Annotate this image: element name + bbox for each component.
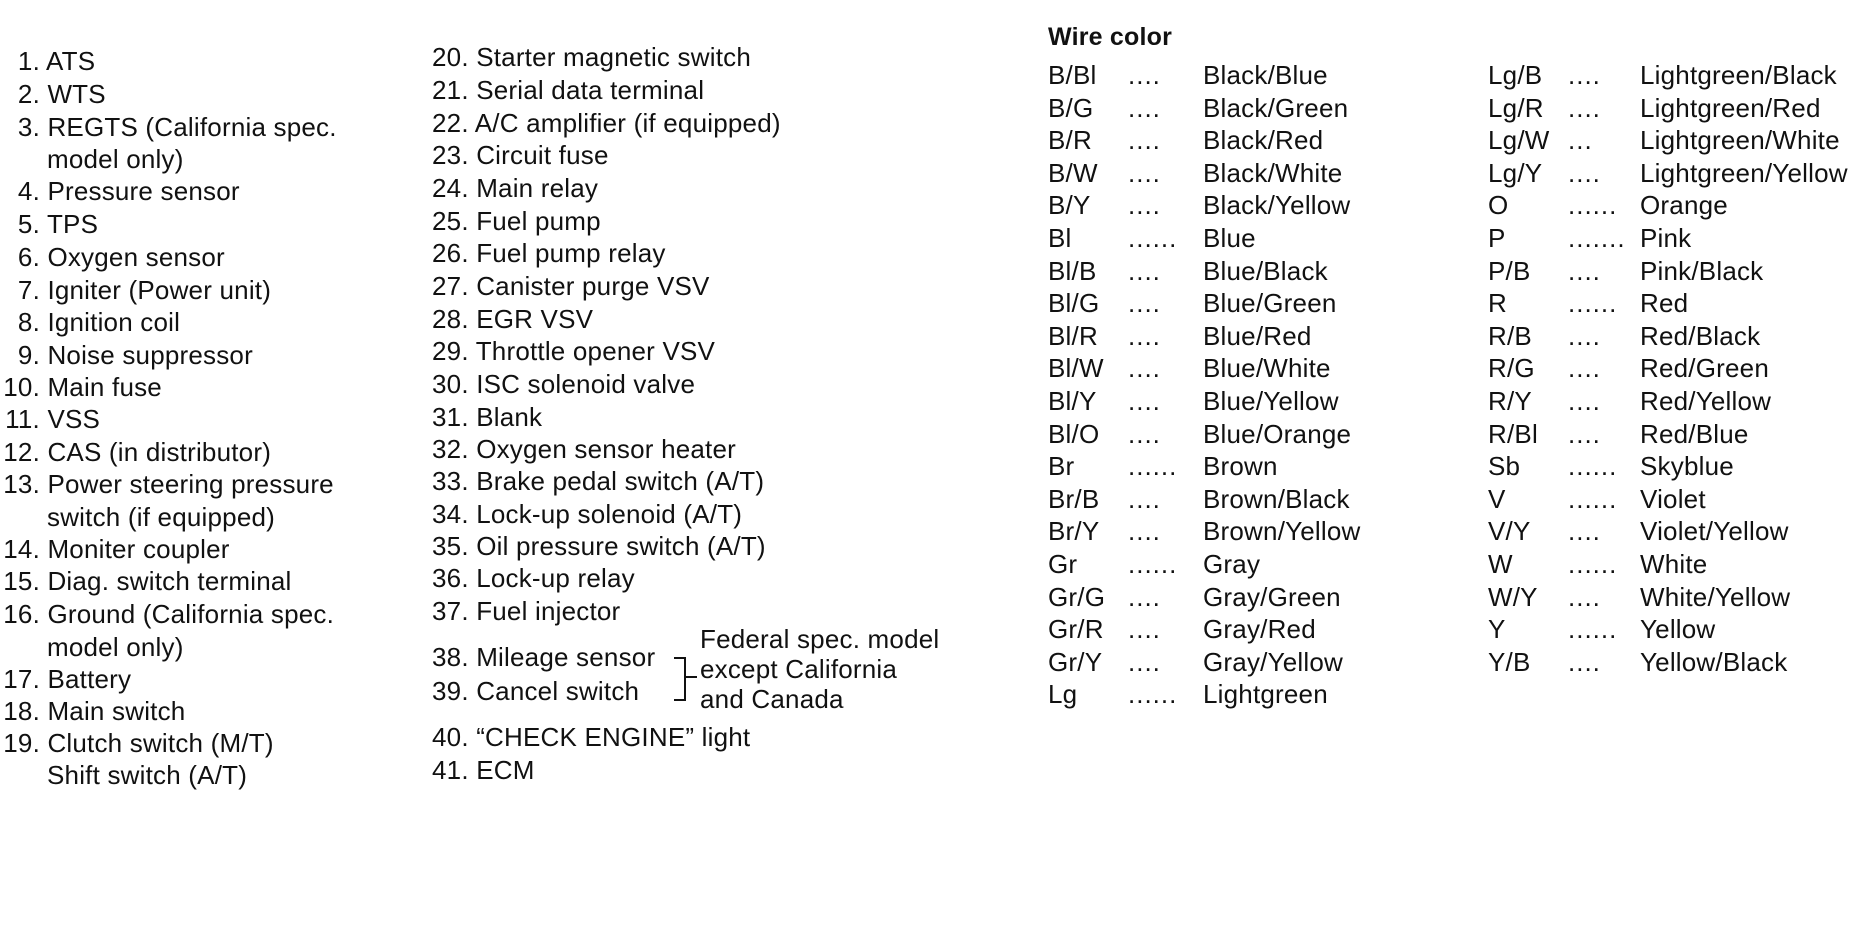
list-item: 20. Starter magnetic switch — [432, 42, 751, 72]
wire-color-name: Gray — [1203, 549, 1261, 579]
wire-color-name: Violet/Yellow — [1640, 516, 1789, 547]
list-item-continuation: model only) — [47, 632, 184, 662]
wire-leader-dots: ...... — [1128, 223, 1178, 253]
wire-color-row — [1048, 286, 1468, 320]
wire-code: Sb — [1488, 451, 1521, 482]
wire-color-row — [1488, 514, 1876, 548]
wire-code: Bl/Y — [1048, 386, 1097, 416]
list-item: 22. A/C amplifier (if equipped) — [432, 108, 781, 138]
wire-leader-dots: .... — [1568, 418, 1601, 449]
group-bracket-tick — [685, 676, 697, 678]
list-item: 40. “CHECK ENGINE” light — [432, 722, 751, 752]
list-item: 9. Noise suppressor — [17, 340, 253, 370]
wire-code: Gr/G — [1048, 581, 1106, 612]
wire-color-name: Red/Yellow — [1640, 386, 1772, 416]
list-item: 36. Lock-up relay — [432, 563, 635, 593]
list-item: 16. Ground (California spec. — [3, 599, 335, 629]
wire-leader-dots: .... — [1128, 92, 1161, 123]
wire-color-title: Wire color — [1048, 23, 1173, 51]
wire-color-name: Red/Green — [1640, 353, 1769, 384]
wire-color-row — [1488, 91, 1876, 125]
list-item: 18. Main switch — [3, 696, 186, 726]
list-item: 15. Diag. switch terminal — [3, 566, 292, 596]
wire-color-name: Brown/Black — [1203, 483, 1350, 514]
wire-code: Lg — [1048, 679, 1078, 710]
list-item: 27. Canister purge VSV — [432, 271, 710, 301]
wire-leader-dots: .... — [1128, 646, 1161, 677]
wire-color-name: Gray/Red — [1203, 614, 1316, 645]
wire-color-row — [1048, 482, 1468, 516]
wire-code: Bl/B — [1048, 255, 1097, 286]
wire-code: Lg/B — [1488, 60, 1543, 90]
wire-code: R/Bl — [1488, 418, 1538, 449]
wire-color-row — [1488, 286, 1876, 320]
list-item: 35. Oil pressure switch (A/T) — [432, 531, 766, 561]
list-item: 25. Fuel pump — [432, 206, 601, 236]
wire-leader-dots: ...... — [1568, 549, 1618, 579]
wire-leader-dots: .... — [1128, 320, 1161, 351]
wire-color-name: Blue/Black — [1203, 255, 1328, 286]
wire-color-name: Gray/Yellow — [1203, 646, 1343, 677]
wire-color-row — [1488, 547, 1876, 581]
wire-color-name: Blue — [1203, 223, 1256, 253]
wire-color-row — [1048, 449, 1468, 483]
wire-color-row — [1048, 580, 1468, 614]
wire-leader-dots: .... — [1568, 255, 1601, 286]
wire-code: B/W — [1048, 157, 1098, 188]
wire-color-row — [1048, 612, 1468, 646]
wire-color-name: Red/Blue — [1640, 418, 1749, 449]
wire-color-name: Gray/Green — [1203, 581, 1341, 612]
wire-color-row — [1048, 319, 1468, 353]
wire-color-row — [1488, 319, 1876, 353]
wire-color-name: Blue/Red — [1203, 320, 1312, 351]
wire-leader-dots: ...... — [1568, 614, 1618, 645]
wire-color-row — [1488, 156, 1876, 190]
wire-color-row — [1048, 188, 1468, 222]
list-item: 8. Ignition coil — [17, 307, 181, 337]
list-item: 4. Pressure sensor — [17, 176, 240, 206]
wire-color-name: Yellow/Black — [1640, 646, 1788, 677]
wire-leader-dots: .... — [1568, 581, 1601, 612]
wire-code: Gr/R — [1048, 614, 1104, 645]
wire-color-name: Red/Black — [1640, 320, 1761, 351]
wire-color-name: Blue/Yellow — [1203, 386, 1339, 416]
list-item: 31. Blank — [432, 402, 543, 432]
wire-code: Lg/W — [1488, 125, 1550, 156]
wire-color-row — [1048, 417, 1468, 451]
wire-color-row — [1488, 449, 1876, 483]
wire-color-row — [1048, 123, 1468, 157]
wire-leader-dots: ...... — [1568, 451, 1618, 482]
wire-color-name: Lightgreen/White — [1640, 125, 1840, 156]
wire-color-row — [1488, 221, 1876, 255]
wire-leader-dots: .... — [1568, 516, 1601, 547]
wire-color-name: Black/Blue — [1203, 60, 1328, 90]
wire-leader-dots: .... — [1128, 516, 1161, 547]
wire-leader-dots: ...... — [1568, 288, 1618, 319]
wire-leader-dots: .... — [1128, 418, 1161, 449]
wire-color-row — [1048, 221, 1468, 255]
wire-code: B/R — [1048, 125, 1092, 156]
wire-color-row — [1048, 156, 1468, 190]
wire-color-name: Violet — [1640, 483, 1706, 514]
wire-code: V/Y — [1488, 516, 1531, 547]
wire-leader-dots: .... — [1568, 157, 1601, 188]
list-item: 13. Power steering pressure — [3, 469, 334, 499]
wire-leader-dots: .... — [1128, 288, 1161, 319]
wire-leader-dots: ....... — [1568, 223, 1626, 253]
wire-code: V — [1488, 483, 1506, 514]
list-item: 6. Oxygen sensor — [17, 242, 225, 272]
wire-code: W/Y — [1488, 581, 1538, 612]
list-item: 32. Oxygen sensor heater — [432, 434, 736, 464]
list-item-continuation: Shift switch (A/T) — [47, 760, 248, 790]
wire-code: Bl — [1048, 223, 1072, 253]
list-item: 39. Cancel switch — [432, 676, 640, 706]
wire-code: Bl/W — [1048, 353, 1104, 384]
list-item: 12. CAS (in distributor) — [3, 437, 272, 467]
list-item: 11. VSS — [5, 404, 101, 434]
wire-color-row — [1488, 482, 1876, 516]
wire-leader-dots: .... — [1568, 320, 1601, 351]
wire-color-row — [1048, 58, 1468, 92]
wire-color-row — [1048, 351, 1468, 385]
wire-leader-dots: .... — [1128, 125, 1161, 156]
list-item: 21. Serial data terminal — [432, 75, 705, 105]
wire-leader-dots: .... — [1128, 255, 1161, 286]
wire-leader-dots: .... — [1128, 60, 1161, 90]
wire-leader-dots: .... — [1128, 190, 1161, 221]
wire-code: Lg/Y — [1488, 157, 1543, 188]
wire-leader-dots: ...... — [1128, 451, 1178, 482]
wire-color-name: Lightgreen/Red — [1640, 92, 1821, 123]
wire-color-name: Blue/Orange — [1203, 418, 1352, 449]
wire-leader-dots: .... — [1128, 614, 1161, 645]
group-bracket — [674, 657, 686, 701]
wire-color-name: Pink — [1640, 223, 1692, 253]
wire-leader-dots: ... — [1568, 125, 1593, 156]
list-item: 1. ATS — [17, 46, 96, 76]
wire-color-row — [1488, 580, 1876, 614]
wire-color-name: Lightgreen/Black — [1640, 60, 1837, 90]
wire-color-row — [1488, 417, 1876, 451]
wire-leader-dots: .... — [1128, 353, 1161, 384]
federal-note-line-1: Federal spec. model — [700, 624, 940, 654]
wire-leader-dots: .... — [1568, 92, 1601, 123]
wire-code: Bl/R — [1048, 320, 1098, 351]
wire-leader-dots: .... — [1568, 60, 1601, 90]
wire-color-name: Black/Yellow — [1203, 190, 1351, 221]
wire-color-row — [1048, 677, 1468, 711]
wire-leader-dots: .... — [1128, 386, 1161, 416]
wire-code: R — [1488, 288, 1507, 319]
wire-code: Lg/R — [1488, 92, 1544, 123]
wire-code: P/B — [1488, 255, 1531, 286]
wire-color-row — [1488, 188, 1876, 222]
wire-code: Br/B — [1048, 483, 1100, 514]
wire-color-name: Brown/Yellow — [1203, 516, 1361, 547]
wire-code: Br — [1048, 451, 1075, 482]
list-item: 10. Main fuse — [3, 372, 162, 402]
wire-leader-dots: .... — [1128, 483, 1161, 514]
list-item: 28. EGR VSV — [432, 304, 594, 334]
wire-leader-dots: .... — [1568, 646, 1601, 677]
wire-color-row — [1488, 123, 1876, 157]
wire-color-name: Lightgreen/Yellow — [1640, 157, 1848, 188]
list-item-continuation: model only) — [47, 144, 184, 174]
wire-leader-dots: ...... — [1128, 679, 1178, 710]
wire-code: B/Y — [1048, 190, 1091, 221]
wire-code: P — [1488, 223, 1506, 253]
wire-leader-dots: .... — [1568, 353, 1601, 384]
list-item: 38. Mileage sensor — [432, 642, 656, 672]
wire-leader-dots: ...... — [1568, 483, 1618, 514]
wire-color-row — [1048, 254, 1468, 288]
wire-code: Br/Y — [1048, 516, 1100, 547]
wire-color-row — [1048, 547, 1468, 581]
wire-code: B/G — [1048, 92, 1094, 123]
wire-code: Bl/O — [1048, 418, 1100, 449]
wire-color-row — [1048, 514, 1468, 548]
federal-note-line-3: and Canada — [700, 684, 844, 714]
list-item: 19. Clutch switch (M/T) — [3, 728, 274, 758]
wire-color-name: White — [1640, 549, 1708, 579]
list-item: 2. WTS — [17, 79, 106, 109]
wire-code: O — [1488, 190, 1509, 221]
list-item: 14. Moniter coupler — [3, 534, 230, 564]
wire-color-name: Black/White — [1203, 157, 1343, 188]
wire-code: Bl/G — [1048, 288, 1100, 319]
list-item: 5. TPS — [17, 209, 99, 239]
wire-code: Gr/Y — [1048, 646, 1103, 677]
list-item: 33. Brake pedal switch (A/T) — [432, 466, 765, 496]
wire-color-name: Red — [1640, 288, 1689, 319]
list-item: 29. Throttle opener VSV — [432, 336, 716, 366]
wire-code: Y/B — [1488, 646, 1531, 677]
wire-leader-dots: ...... — [1568, 190, 1618, 221]
wire-code: Gr — [1048, 549, 1078, 579]
wire-leader-dots: .... — [1128, 157, 1161, 188]
list-item: 30. ISC solenoid valve — [432, 369, 696, 399]
wire-leader-dots: .... — [1128, 581, 1161, 612]
wire-code: R/B — [1488, 320, 1532, 351]
wire-leader-dots: .... — [1568, 386, 1601, 416]
wire-color-name: Pink/Black — [1640, 255, 1764, 286]
wire-code: R/Y — [1488, 386, 1532, 416]
wire-color-name: Blue/White — [1203, 353, 1331, 384]
wire-color-name: Orange — [1640, 190, 1728, 221]
wire-color-name: Skyblue — [1640, 451, 1734, 482]
wire-color-name: Blue/Green — [1203, 288, 1337, 319]
wire-color-row — [1488, 351, 1876, 385]
wire-color-row — [1488, 58, 1876, 92]
wire-color-row — [1048, 645, 1468, 679]
wire-color-row — [1488, 645, 1876, 679]
wire-color-name: Brown — [1203, 451, 1278, 482]
wire-code: Y — [1488, 614, 1506, 645]
list-item: 24. Main relay — [432, 173, 599, 203]
wire-color-name: Black/Green — [1203, 92, 1349, 123]
federal-note-line-2: except California — [700, 654, 898, 684]
wire-color-row — [1048, 91, 1468, 125]
wire-color-name: White/Yellow — [1640, 581, 1791, 612]
list-item: 23. Circuit fuse — [432, 140, 609, 170]
wire-color-name: Black/Red — [1203, 125, 1324, 156]
wire-color-row — [1488, 254, 1876, 288]
list-item-continuation: switch (if equipped) — [47, 502, 275, 532]
list-item: 3. REGTS (California spec. — [17, 112, 337, 142]
wire-code: W — [1488, 549, 1513, 579]
wire-code: R/G — [1488, 353, 1535, 384]
wire-color-name: Yellow — [1640, 614, 1716, 645]
wire-color-row — [1048, 384, 1468, 418]
wire-color-row — [1488, 612, 1876, 646]
wire-color-row — [1488, 384, 1876, 418]
list-item: 26. Fuel pump relay — [432, 238, 666, 268]
list-item: 34. Lock-up solenoid (A/T) — [432, 499, 743, 529]
wire-leader-dots: ...... — [1128, 549, 1178, 579]
wire-color-name: Lightgreen — [1203, 679, 1328, 710]
wire-code: B/Bl — [1048, 60, 1097, 90]
list-item: 7. Igniter (Power unit) — [17, 275, 272, 305]
list-item: 37. Fuel injector — [432, 596, 621, 626]
list-item: 41. ECM — [432, 755, 535, 785]
list-item: 17. Battery — [3, 664, 132, 694]
